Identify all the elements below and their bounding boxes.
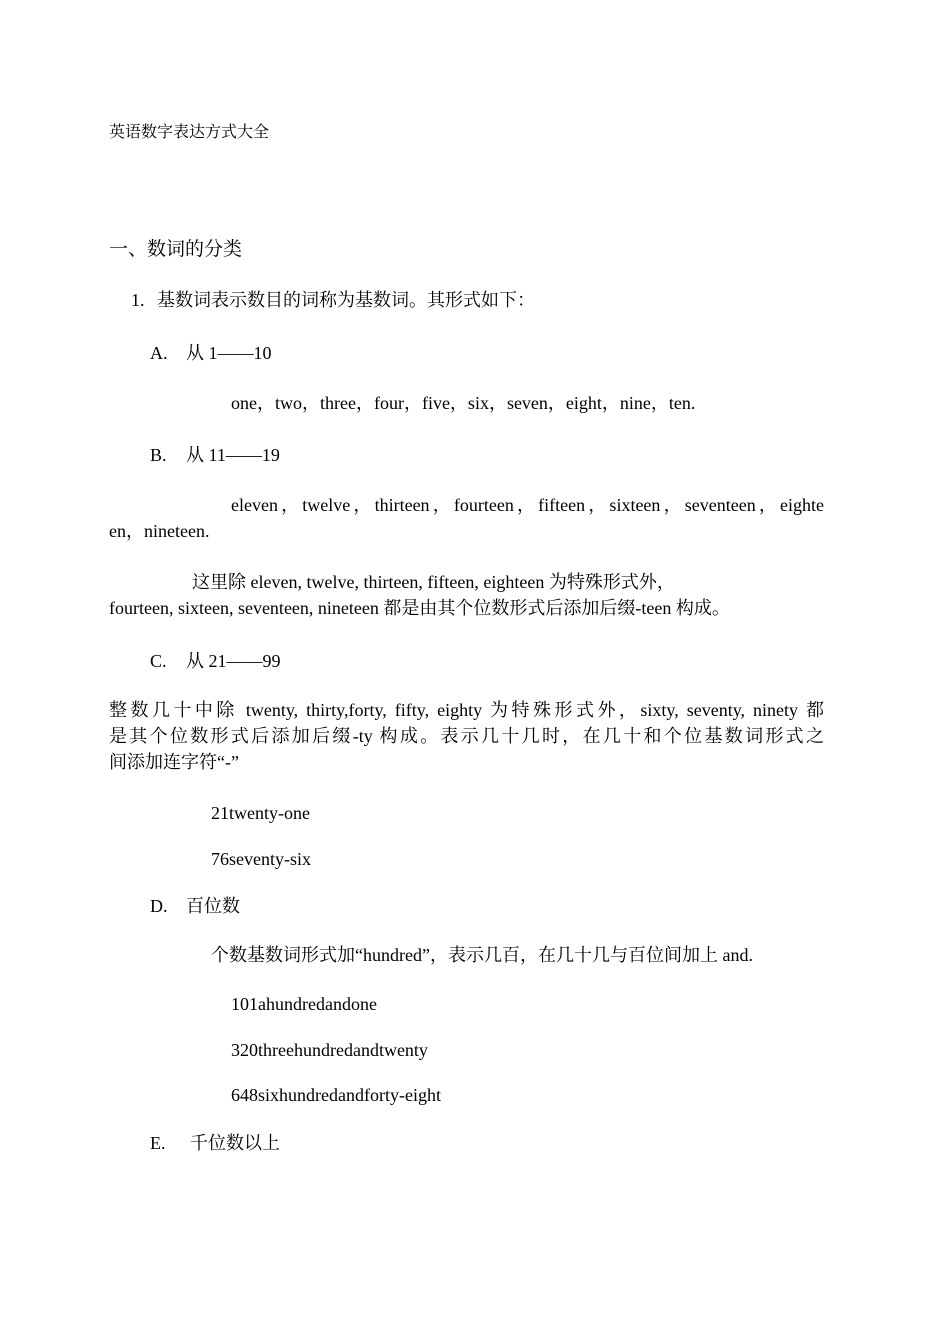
subsection-c-paragraph-line1: 整数几十中除 twenty, thirty,forty, fifty, eighty 为特殊形式外，sixty, seventy, ninety 都 [109, 700, 824, 720]
subsection-e-heading [150, 1134, 280, 1152]
subsection-c-title: 从 21——99 [186, 651, 281, 671]
list-item-number: 1. [131, 290, 145, 310]
subsection-d-description: 个数基数词形式加“hundred”，表示几百，在几十几与百位间加上 and. [211, 945, 753, 965]
subsection-a-title: 从 1——10 [186, 343, 272, 363]
subsection-d-example-1: 101ahundredandone [231, 994, 377, 1014]
list-item-1 [131, 291, 535, 309]
subsection-c-heading [150, 652, 281, 670]
subsection-c-label: C. [150, 651, 167, 671]
subsection-b-note-line1: 这里除 eleven, twelve, thirteen, fifteen, eighteen 为特殊形式外， [192, 572, 675, 592]
subsection-c-paragraph-line3: 间添加连字符“-” [109, 752, 239, 772]
subsection-d-example-2: 320threehundredandtwenty [231, 1040, 428, 1060]
subsection-a-heading [150, 344, 272, 362]
subsection-b-label: B. [150, 445, 167, 465]
subsection-b-heading [150, 446, 280, 464]
subsection-d-example-3: 648sixhundredandforty-eight [231, 1085, 441, 1105]
subsection-e-label: E. [150, 1133, 166, 1153]
subsection-b-numbers-line1: eleven，twelve，thirteen，fourteen，fifteen，sixteen，seventeen，eighte [231, 495, 824, 515]
subsection-b-note-line2: fourteen, sixteen, seventeen, nineteen 都是由其个位数形式后添加后缀-teen 构成。 [109, 598, 730, 618]
subsection-c-example-2: 76seventy-six [211, 849, 311, 869]
subsection-b-numbers-line2: en，nineteen. [109, 521, 210, 541]
subsection-a-numbers: one，two，three，four，five，six，seven，eight，nine，ten. [231, 393, 696, 413]
subsection-b-title: 从 11——19 [186, 445, 280, 465]
subsection-d-heading [150, 897, 240, 915]
subsection-d-label: D. [150, 896, 168, 916]
subsection-c-paragraph-line2: 是其个位数形式后添加后缀-ty 构成。表示几十几时，在几十和个位基数词形式之 [109, 726, 824, 746]
document-title: 英语数字表达方式大全 [109, 124, 270, 141]
subsection-a-label: A. [150, 343, 168, 363]
section-heading: 一、数词的分类 [109, 239, 243, 260]
subsection-c-example-1: 21twenty-one [211, 803, 310, 823]
subsection-e-title: 千位数以上 [190, 1133, 280, 1153]
list-item-text: 基数词表示数目的词称为基数词。其形式如下： [157, 290, 535, 310]
subsection-d-title: 百位数 [186, 896, 240, 916]
